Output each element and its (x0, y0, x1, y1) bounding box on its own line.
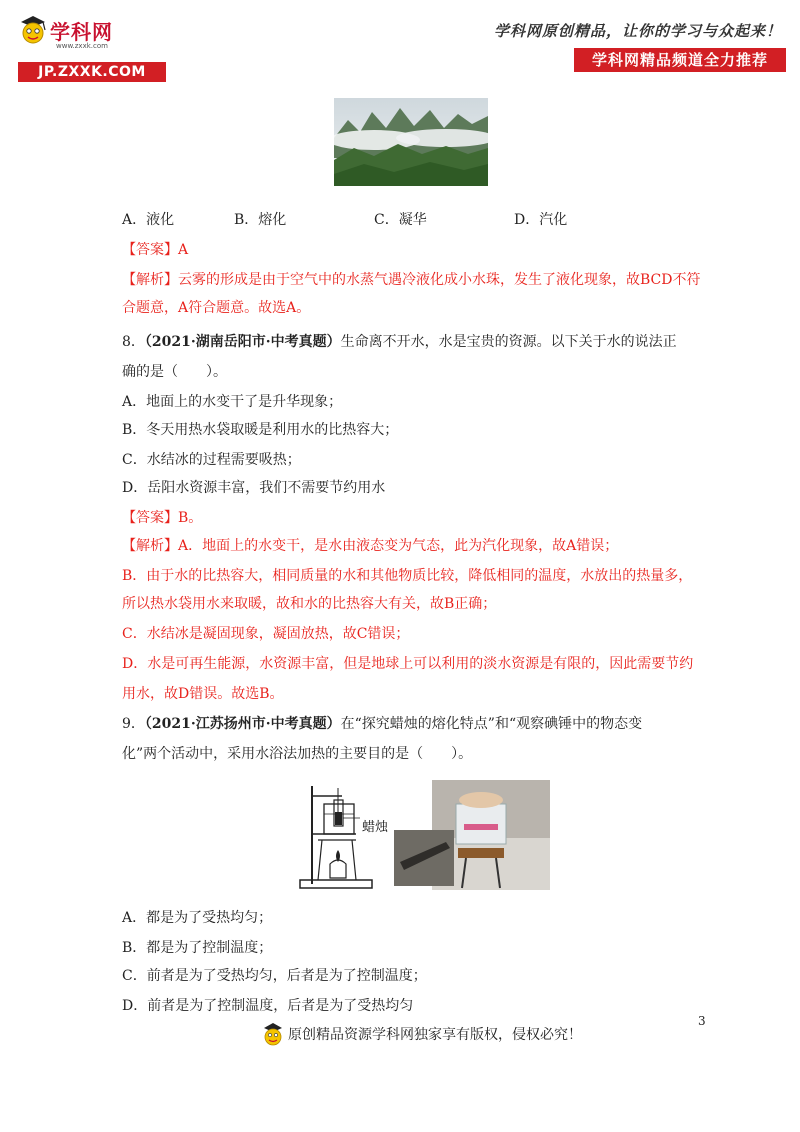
q8-analysis-line: 【解析】A．地面上的水变干，是水由液态变为气态，此为汽化现象，故A错误； (122, 538, 619, 554)
q8-analysis-line: B．由于水的比热容大，相同质量的水和其他物质比较，降低相同的温度，水放出的热量多， (122, 568, 693, 584)
q8-answer: 【答案】B。 (122, 510, 203, 526)
q8-stem-cont: 确的是（ ）。 (122, 364, 227, 380)
q7-option-c: C．凝华 (374, 212, 427, 228)
question-number: 8． (122, 334, 145, 350)
q9-stem (122, 714, 642, 734)
q7-analysis: 合题意，A符合题意。故选A。 (122, 300, 311, 316)
q9-option-c: C．前者是为了受热均匀，后者是为了控制温度； (122, 968, 427, 984)
figure-label-candle: 蜡烛 (362, 820, 389, 835)
q8-option-c: C．水结冰的过程需要吸热； (122, 452, 301, 468)
logo-site-url: www.zxxk.com (56, 42, 108, 50)
question-source: （2021·湖南岳阳市·中考真题） (144, 334, 341, 350)
q7-answer: 【答案】A (122, 242, 189, 258)
q7-analysis: 【解析】云雾的形成是由于空气中的水蒸气遇冷液化成小水珠，发生了液化现象，故BCD不符 (122, 272, 701, 288)
q8-analysis-line: D．水是可再生能源，水资源丰富，但是地球上可以利用的淡水资源是有限的，因此需要节约 (122, 656, 694, 672)
site-logo[interactable] (8, 10, 168, 80)
question-text: 在“探究蜡烛的熔化特点”和“观察碘锤中的物态变 (340, 716, 643, 732)
mountain-fog-photo (334, 98, 488, 186)
header-banner: 学科网精品频道全力推荐 (574, 48, 786, 72)
q8-stem (122, 332, 677, 352)
q7-option-d: D．汽化 (514, 212, 568, 228)
q8-analysis-line: 所以热水袋用水来取暖，故和水的比热容大有关，故B正确； (122, 596, 497, 612)
q7-option-a: A．液化 (122, 212, 175, 228)
question-number: 9． (122, 716, 145, 732)
q9-option-a: A．都是为了受热均匀； (122, 910, 273, 926)
q7-option-b: B．熔化 (234, 212, 287, 228)
footer-copyright: 原创精品资源学科网独家享有版权，侵权必究！ (288, 1027, 582, 1043)
q8-analysis-line: C．水结冰是凝固现象，凝固放热，故C错误； (122, 626, 410, 642)
q9-option-d: D．前者是为了控制温度，后者是为了受热均匀 (122, 998, 414, 1014)
page-number: 3 (698, 1014, 706, 1028)
q8-analysis-line: 用水，故D错误。故选B。 (122, 686, 284, 702)
logo-url-bar: JP.ZXXK.COM (18, 62, 166, 82)
question-text: 生命离不开水，水是宝贵的资源。以下关于水的说法正 (340, 334, 677, 350)
logo-title: 学科网 (50, 20, 113, 44)
q8-option-d: D．岳阳水资源丰富，我们不需要节约用水 (122, 480, 386, 496)
q9-stem-cont: 化”两个活动中，采用水浴法加热的主要目的是（ ）。 (122, 746, 473, 762)
header-slogan: 学科网原创精品，让你的学习与众起来！ (493, 22, 782, 40)
water-bath-apparatus-figure (296, 778, 552, 892)
q8-option-b: B．冬天用热水袋取暖是利用水的比热容大； (122, 422, 399, 438)
mascot-icon (262, 1022, 284, 1048)
mascot-icon (18, 14, 48, 48)
q9-option-b: B．都是为了控制温度； (122, 940, 273, 956)
question-source: （2021·江苏扬州市·中考真题） (144, 716, 341, 732)
q8-option-a: A．地面上的水变干了是升华现象； (122, 394, 343, 410)
